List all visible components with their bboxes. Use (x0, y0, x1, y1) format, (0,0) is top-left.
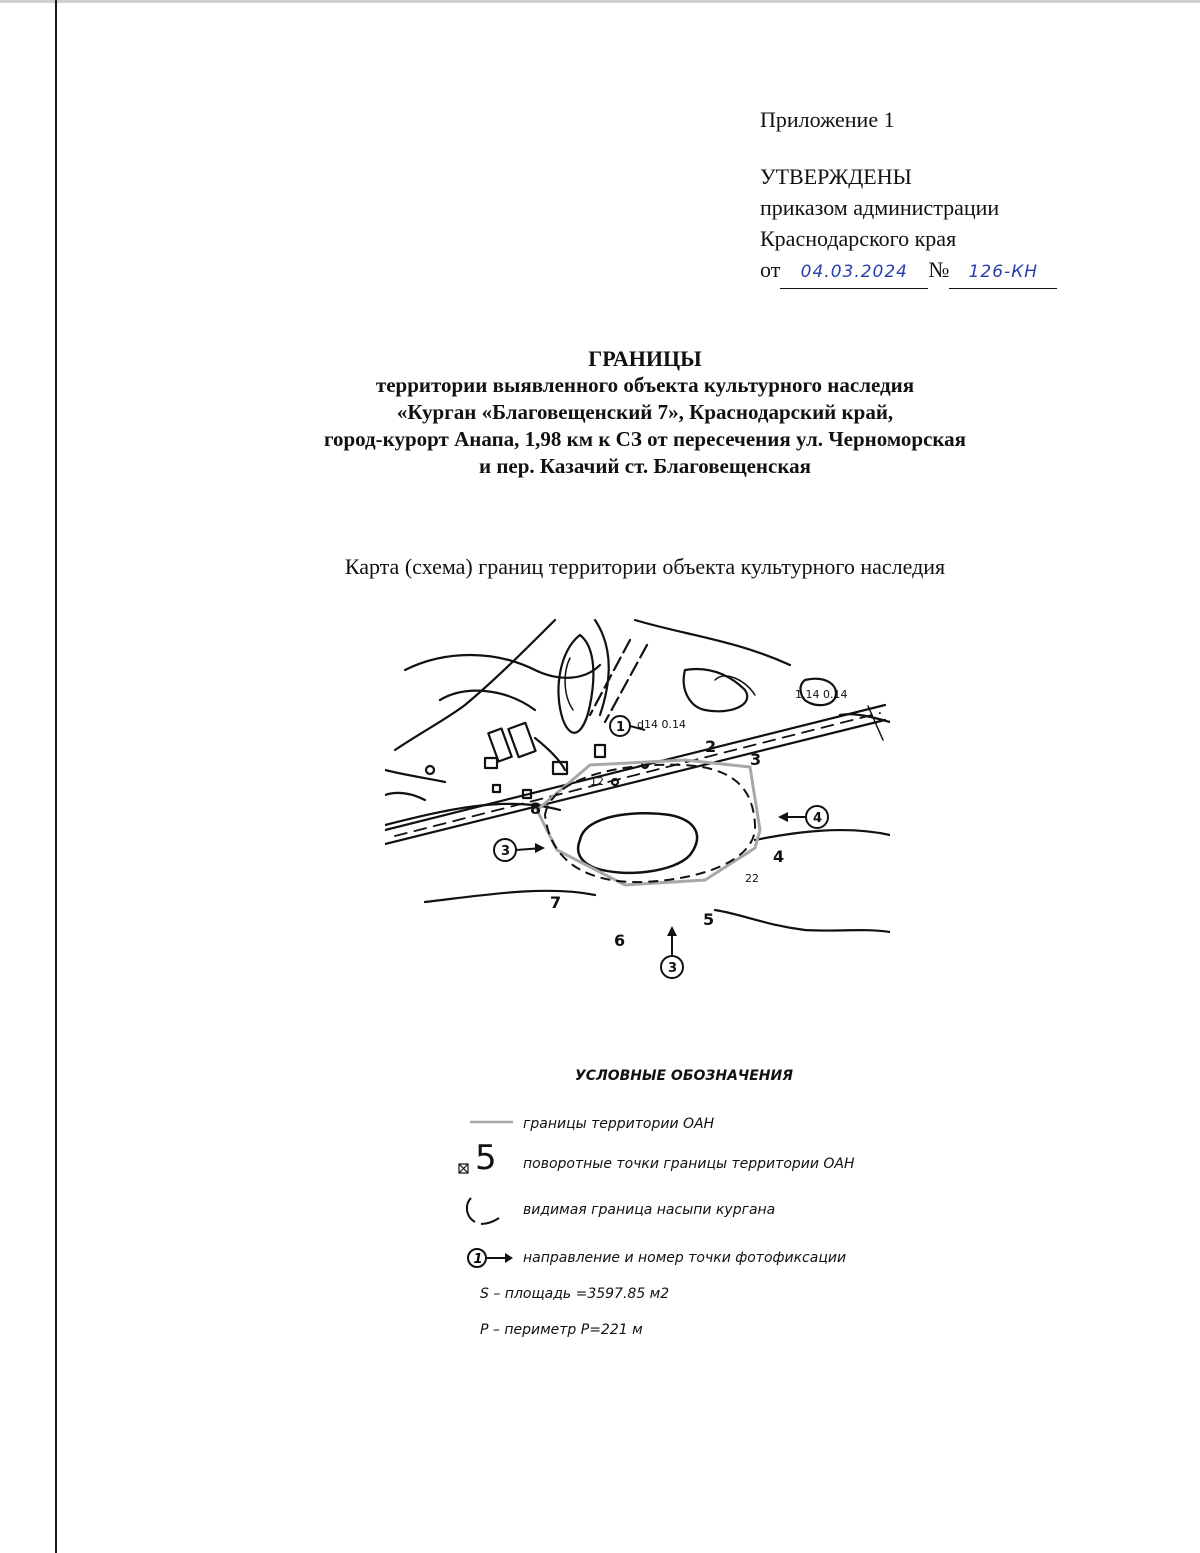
photo-point-label: 4 (813, 811, 823, 826)
approved-by-line2: Краснодарского края (760, 226, 957, 251)
legend-turn-points-text: поворотные точки границы территории ОАН (523, 1156, 855, 1172)
scan-left-edge (55, 0, 57, 1553)
point-label: 4 (773, 847, 785, 866)
elevation-label: 1.14 0.14 (795, 688, 848, 701)
legend-row-photo (455, 1238, 915, 1278)
point-label: 3 (750, 750, 762, 769)
legend-area: S – площадь =3597.85 м2 (480, 1286, 670, 1302)
title-main: ГРАНИЦЫ (588, 346, 702, 371)
order-line (760, 254, 1057, 289)
title-line-2: «Курган «Благовещенский 7», Краснодарский край, (396, 400, 894, 424)
elevation-label: d14 0.14 (637, 718, 686, 731)
order-number: 126-КН (949, 257, 1057, 289)
appendix-label: Приложение 1 (760, 107, 895, 132)
mound-boundary-icon (455, 1190, 515, 1230)
point-label: 8 (530, 799, 542, 818)
approved-label: УТВЕРЖДЕНЫ (760, 164, 912, 189)
boundary-map (385, 610, 890, 1000)
elevation-label: 12 (590, 775, 604, 788)
title-line-1: территории выявленного объекта культурного наследия (375, 373, 915, 397)
legend-heading: УСЛОВНЫЕ ОБОЗНАЧЕНИЯ (575, 1068, 793, 1084)
svg-text:1: 1 (473, 1252, 483, 1267)
order-date: 04.03.2024 (780, 257, 928, 289)
title-line-3: город-курорт Анапа, 1,98 км к СЗ от пересечения ул. Черноморская (323, 427, 967, 451)
legend-perimeter: P – периметр P=221 м (480, 1322, 643, 1338)
photo-point-icon (455, 1238, 515, 1278)
approval-block (760, 104, 1057, 289)
document-title (0, 345, 1200, 480)
photo-point-label: 1 (616, 720, 626, 735)
scan-top-edge (0, 0, 1200, 3)
point-label: 6 (614, 931, 626, 950)
photo-point-label: 3 (668, 961, 678, 976)
photo-point-label: 3 (501, 844, 511, 859)
legend-row-mound (455, 1190, 915, 1230)
turn-point-number: 5 (475, 1138, 497, 1178)
order-number-prefix: № (928, 257, 950, 282)
point-label: 2 (705, 737, 717, 756)
legend-row-turn-points (455, 1138, 915, 1184)
legend-boundary-text: границы территории ОАН (523, 1116, 715, 1132)
elevation-label: 22 (745, 872, 759, 885)
elevation-labels (590, 688, 847, 885)
title-line-4: и пер. Казачий ст. Благовещенская (478, 454, 811, 478)
legend-row-boundary (455, 1104, 915, 1144)
point-label: 7 (550, 893, 562, 912)
legend-photo-text: направление и номер точки фотофиксации (523, 1250, 847, 1266)
order-from-prefix: от (760, 257, 781, 282)
approved-by-line1: приказом администрации (760, 195, 1000, 220)
map-caption: Карта (схема) границ территории объекта культурного наследия (344, 554, 946, 579)
legend-mound-text: видимая граница насыпи кургана (523, 1202, 776, 1218)
point-label: 5 (703, 910, 715, 929)
